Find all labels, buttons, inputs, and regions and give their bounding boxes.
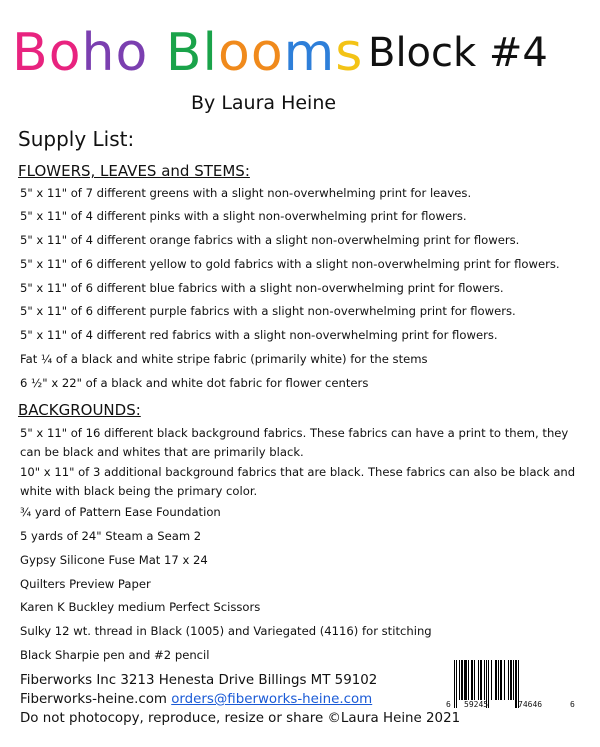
supply-item: 5" x 11" of 6 different blue fabrics with a slight non-overwhelming print for flowers. <box>20 281 504 295</box>
barcode-group-2: 74646 <box>518 700 543 709</box>
upc-barcode <box>446 660 576 722</box>
supply-item: Karen K Buckley medium Perfect Scissors <box>20 600 261 614</box>
supply-item: Sulky 12 wt. thread in Black (1005) and Variegated (4116) for stitching <box>20 624 432 638</box>
address-line: Fiberworks Inc 3213 Henesta Drive Billings MT 59102 <box>20 673 378 688</box>
author-byline: By Laura Heine <box>191 92 337 114</box>
pattern-title <box>12 18 363 88</box>
supply-item: 5 yards of 24" Steam a Seam 2 <box>20 529 202 543</box>
barcode-bars <box>454 660 576 704</box>
supply-item: 5" x 11" of 4 different orange fabrics with a slight non-overwhelming print for flowers. <box>20 233 520 247</box>
title-letter: o <box>48 23 82 83</box>
supply-item: 5" x 11" of 7 different greens with a slight non-overwhelming print for leaves. <box>20 186 472 200</box>
barcode-digit-left: 6 <box>446 700 451 709</box>
title-letter: s <box>335 23 364 83</box>
supply-item: 5" x 11" of 6 different purple fabrics with a slight non-overwhelming print for flowers. <box>20 304 516 318</box>
title-letter: o <box>217 23 251 83</box>
flowers-heading: FLOWERS, LEAVES and STEMS: <box>18 162 250 180</box>
barcode-digit-right: 6 <box>570 700 575 709</box>
supply-item: Quilters Preview Paper <box>20 577 151 591</box>
supply-item: 5" x 11" of 4 different red fabrics with a slight non-overwhelming print for flowers. <box>20 328 498 342</box>
title-letter: m <box>283 23 336 83</box>
supply-item: Black Sharpie pen and #2 pencil <box>20 648 210 662</box>
supply-item: 5" x 11" of 6 different yellow to gold fabrics with a slight non-overwhelming print for flowers. <box>20 257 560 271</box>
title-row <box>12 18 592 88</box>
supply-item: 10" x 11" of 3 additional background fabrics that are black. These fabrics can also be black and white with black being the primary color. <box>20 465 576 498</box>
backgrounds-heading: BACKGROUNDS: <box>18 401 141 419</box>
title-letter: h <box>81 23 116 83</box>
supply-item: 5" x 11" of 16 different black background fabrics. These fabrics can have a print to them, they can be black and whites that are primarily black. <box>20 426 569 459</box>
supply-item: Gypsy Silicone Fuse Mat 17 x 24 <box>20 553 208 567</box>
title-letter: B <box>12 23 49 83</box>
supply-item: 5" x 11" of 4 different pinks with a slight non-overwhelming print for flowers. <box>20 209 467 223</box>
title-letter <box>148 18 166 88</box>
barcode-group-1: 59245 <box>464 700 489 709</box>
email-link[interactable]: orders@fiberworks-heine.com <box>171 692 373 707</box>
title-letter: l <box>202 23 218 83</box>
supply-list-title: Supply List: <box>18 127 135 151</box>
supply-item: ¾ yard of Pattern Ease Foundation <box>20 505 221 519</box>
title-letter: o <box>115 23 149 83</box>
supply-item: Fat ¼ of a black and white stripe fabric (primarily white) for the stems <box>20 352 428 366</box>
title-letter: o <box>250 23 284 83</box>
copyright-line: Do not photocopy, reproduce, resize or share ©Laura Heine 2021 <box>20 711 461 726</box>
title-letter: B <box>165 23 203 83</box>
website-text: Fiberworks-heine.com <box>20 692 167 707</box>
contact-line <box>20 691 372 709</box>
block-number: Block #4 <box>368 30 548 76</box>
supply-item: 6 ½" x 22" of a black and white dot fabric for flower centers <box>20 376 369 390</box>
